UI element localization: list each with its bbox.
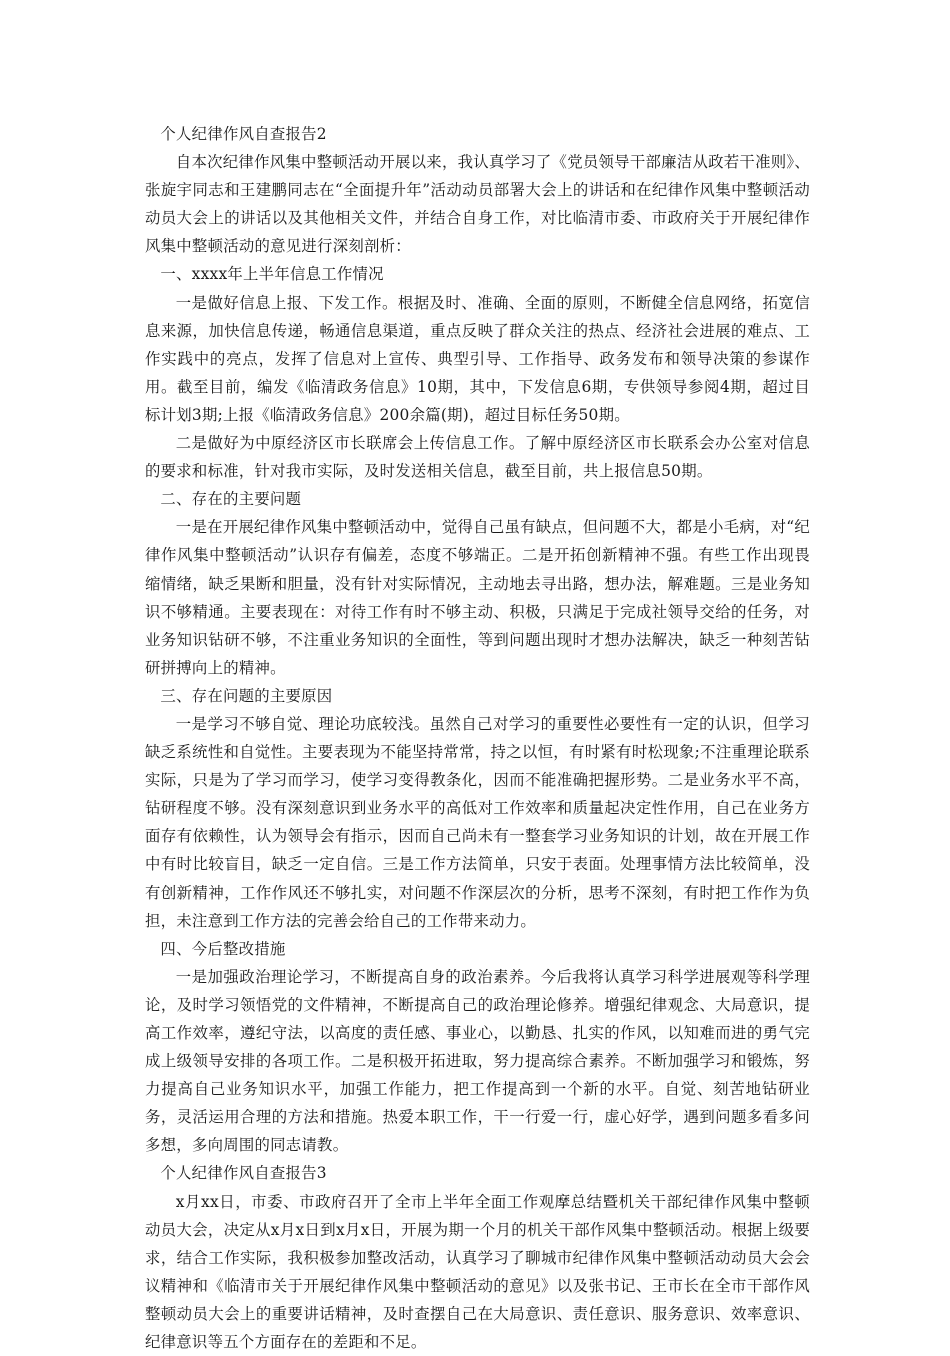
section-1-paragraph-2: 二是做好为中原经济区市长联席会上传信息工作。了解中原经济区市长联系会办公室对信息的要求和标准，针对我市实际，及时发送相关信息，截至目前，共上报信息50期。 <box>145 434 810 481</box>
section-4-paragraph: 一是加强政治理论学习，不断提高自身的政治素养。今后我将认真学习科学进展观等科学理论，及时学习领悟党的文件精神，不断提高自己的政治理论修养。增强纪律观念、大局意识，提高工作效率，遵纪守法，以高度的责任感、事业心，以勤恳、扎实的作风，以知难而进的勇气完成上级领导安排的各项工作。二是积极开拓进取，努力提高综合素养。不断加强学习和锻炼，努力提高自己业务知识水平，加强工作能力，把工作提高到一个新的水平。自觉、刻苦地钻研业务，灵活运用合理的方法和措施。热爱本职工作，干一行爱一行，虚心好学，遇到问题多看多问多想，多向周围的同志请教。 <box>145 967 810 1155</box>
section-2-paragraph: 一是在开展纪律作风集中整顿活动中，觉得自己虽有缺点，但问题不大，都是小毛病，对“纪律作风集中整顿活动”认识存有偏差，态度不够端正。二是开拓创新精神不强。有些工作出现畏缩情绪，缺乏果断和胆量，没有针对实际情况，主动地去寻出路，想办法，解难题。三是业务知识不够精通。主要表现在：对待工作有时不够主动、积极，只满足于完成社领导交给的任务，对业务知识钻研不够，不注重业务知识的全面性，等到问题出现时才想办法解决，缺乏一种刻苦钻研拼搏向上的精神。 <box>145 518 810 677</box>
section-3-paragraph: 一是学习不够自觉、理论功底较浅。虽然自己对学习的重要性必要性有一定的认识，但学习缺乏系统性和自觉性。主要表现为不能坚持常常，持之以恒，有时紧有时松现象;不注重理论联系实际，只是为了学习而学习，使学习变得教条化，因而不能准确把握形势。二是业务水平不高，钻研程度不够。没有深刻意识到业务水平的高低对工作效率和质量起决定性作用，自己在业务方面存有依赖性，认为领导会有指示，因而自己尚未有一整套学习业务知识的计划，故在开展工作中有时比较盲目，缺乏一定自信。三是工作方法简单，只安于表面。处理事情方法比较简单，没有创新精神，工作作风还不够扎实，对问题不作深层次的分析，思考不深刻，有时把工作作为负担，未注意到工作方法的完善会给自己的工作带来动力。 <box>145 714 810 930</box>
section-4-heading: 四、今后整改措施 <box>160 939 286 958</box>
section-1-heading: 一、xxxx年上半年信息工作情况 <box>160 265 384 284</box>
section-3-heading: 三、存在问题的主要原因 <box>160 686 333 705</box>
report-2-intro: 自本次纪律作风集中整顿活动开展以来，我认真学习了《党员领导干部廉洁从政若干准则》、张旋宇同志和王建鹏同志在“全面提升年”活动动员部署大会上的讲话和在纪律作风集中整顿活动动员大会上的讲话以及其他相关文件，并结合自身工作，对比临清市委、市政府关于开展纪律作风集中整顿活动的意见进行深刻剖析： <box>145 153 810 256</box>
document-body <box>145 120 810 1356</box>
report-3-title: 个人纪律作风自查报告3 <box>160 1164 327 1183</box>
report-3-paragraph: x月xx日，市委、市政府召开了全市上半年全面工作观摩总结暨机关干部纪律作风集中整顿动员大会，决定从x月x日到x月x日，开展为期一个月的机关干部作风集中整顿活动。根据上级要求，结合工作实际，我积极参加整改活动，认真学习了聊城市纪律作风集中整顿活动动员大会会议精神和《临清市关于开展纪律作风集中整顿活动的意见》以及张书记、王市长在全市干部作风整顿动员大会上的重要讲话精神，及时查摆自己在大局意识、责任意识、服务意识、效率意识、纪律意识等五个方面存在的差距和不足。 <box>145 1192 810 1352</box>
report-2-title: 个人纪律作风自查报告2 <box>160 125 327 143</box>
section-2-heading: 二、存在的主要问题 <box>160 490 302 509</box>
section-1-paragraph-1: 一是做好信息上报、下发工作。根据及时、准确、全面的原则，不断健全信息网络，拓宽信息来源，加快信息传递，畅通信息渠道，重点反映了群众关注的热点、经济社会进展的难点、工作实践中的亮点，发挥了信息对上宣传、典型引导、工作指导、政务发布和领导决策的参谋作用。截至目前，编发《临清政务信息》10期，其中，下发信息6期，专供领导参阅4期，超过目标计划3期;上报《临清政务信息》200余篇(期)，超过目标任务50期。 <box>145 293 810 424</box>
